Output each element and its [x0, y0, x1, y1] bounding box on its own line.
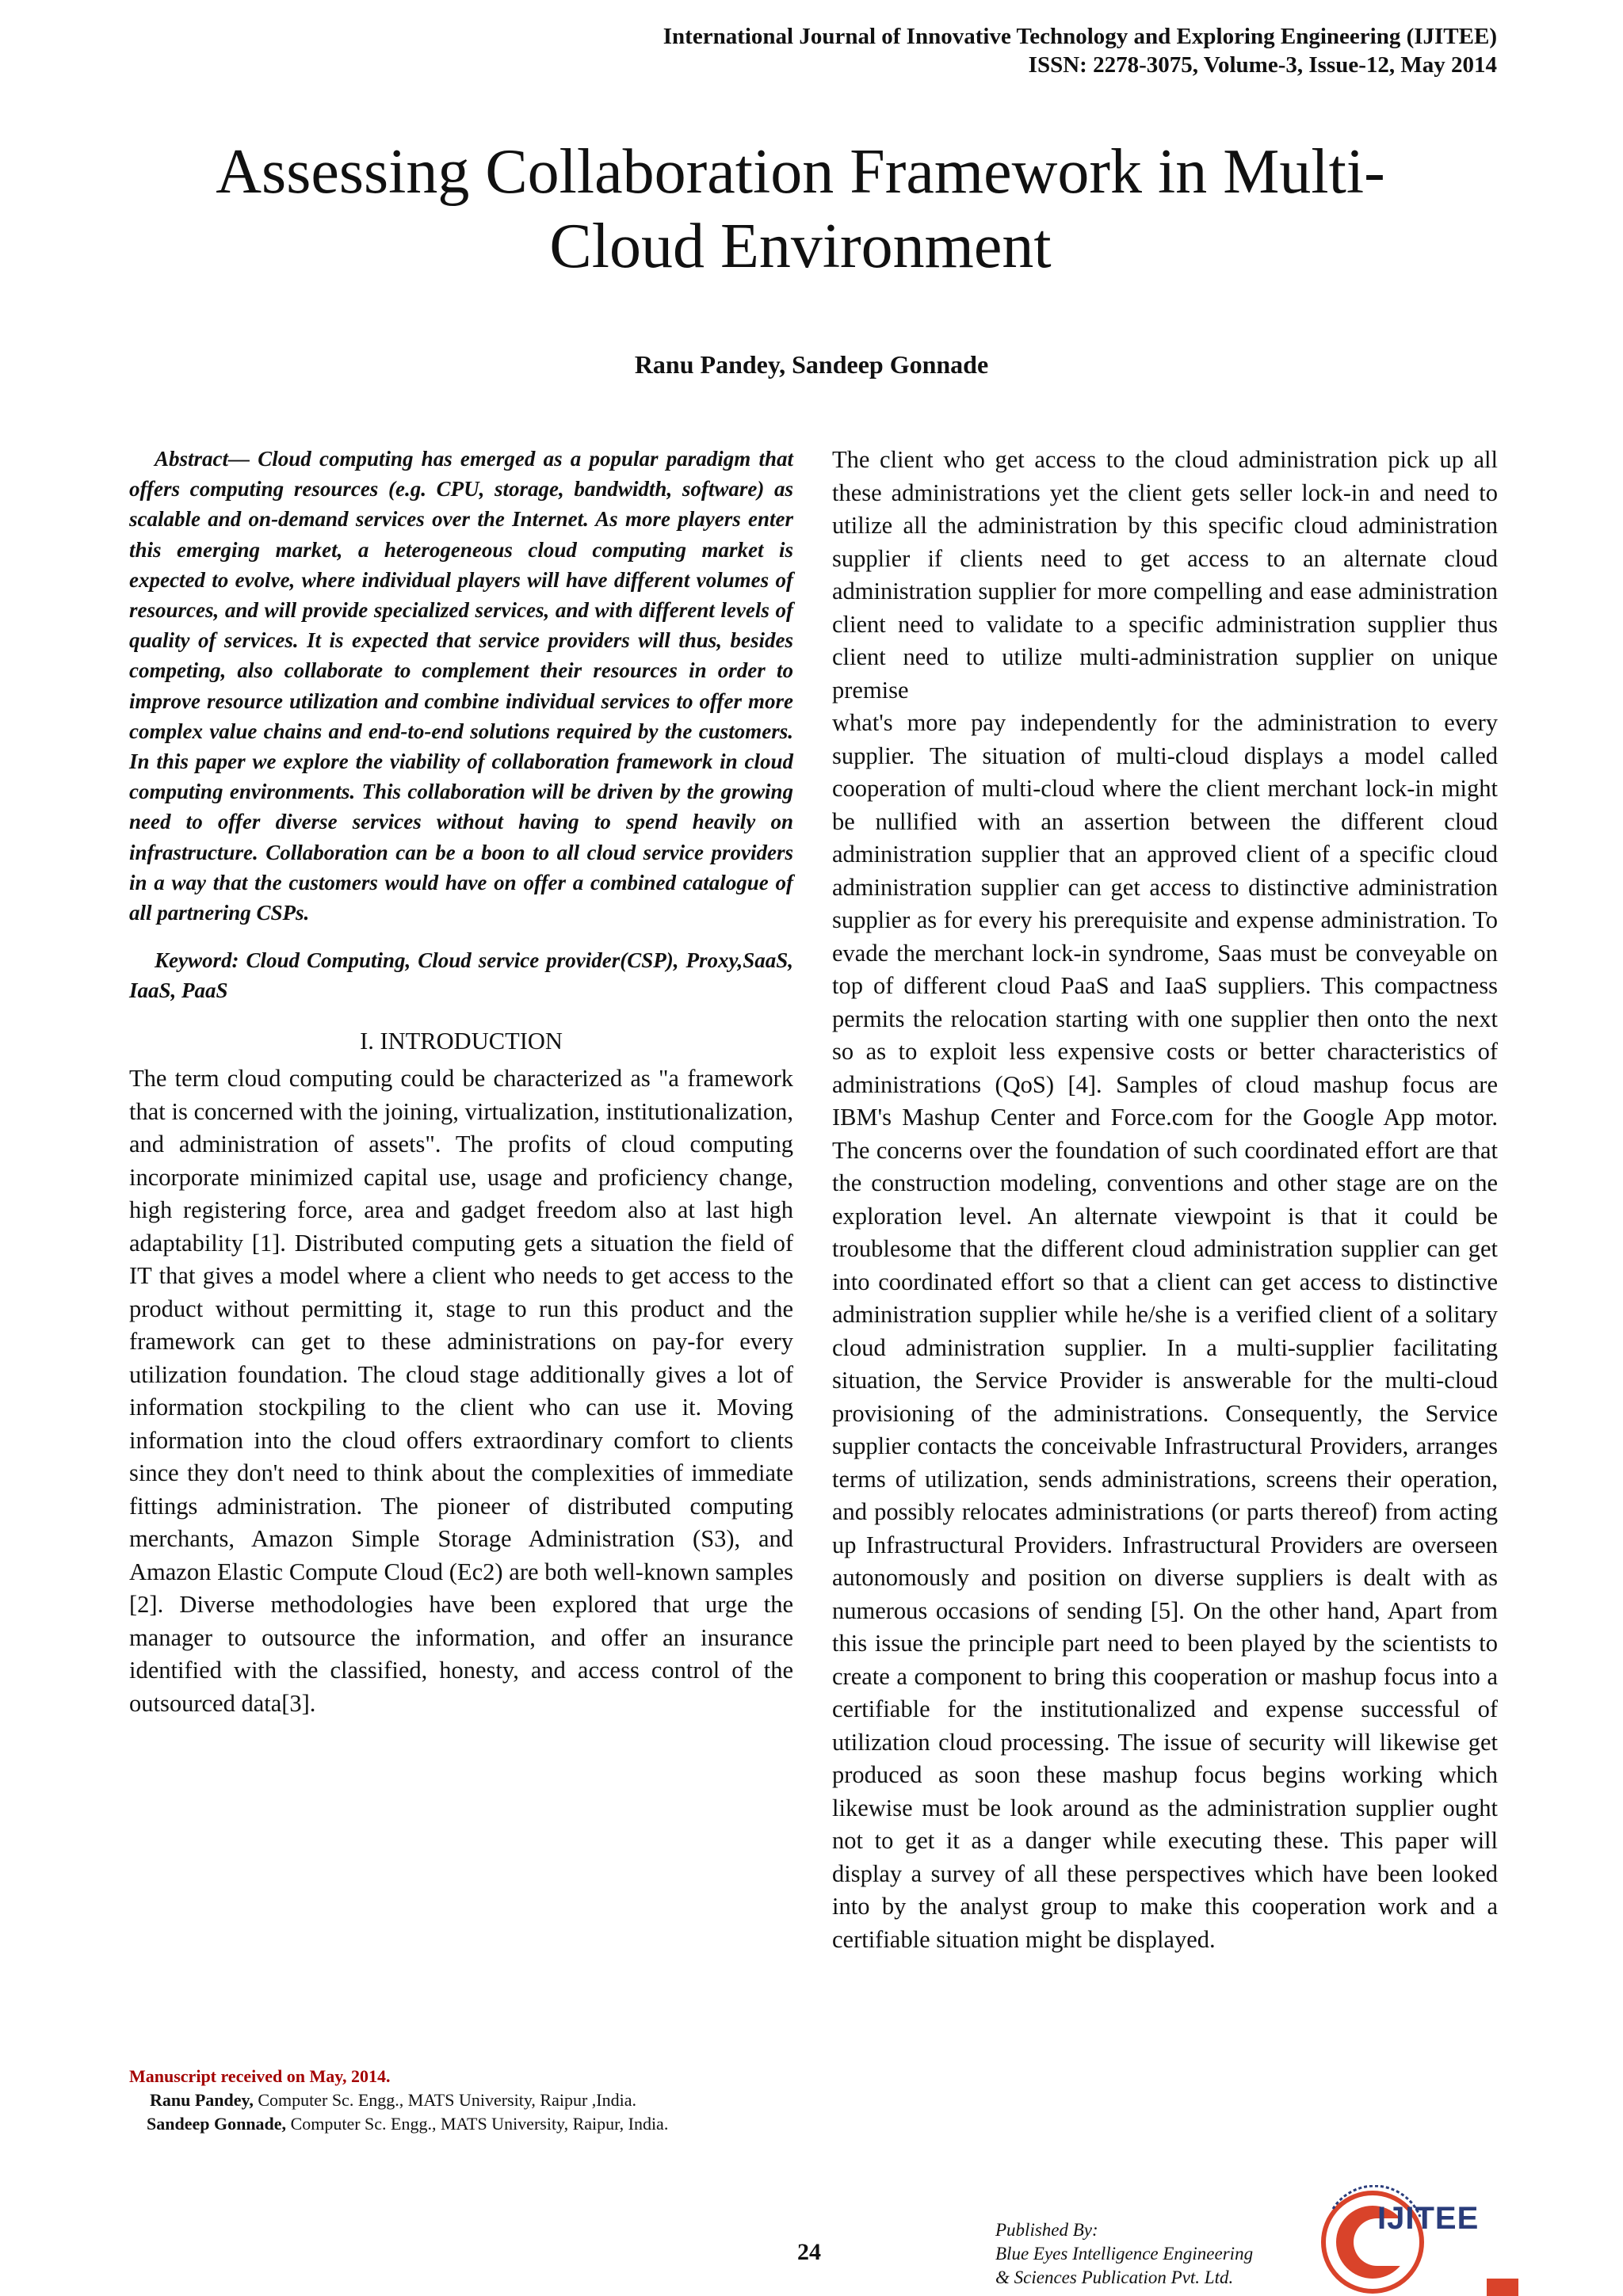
- author2-name: Sandeep Gonnade,: [147, 2114, 287, 2134]
- abstract: Abstract— Cloud computing has emerged as a popular paradigm that offers computing resources (e.g. CPU, storage, bandwidth, software) as scalable and on-demand services over the Internet. As more players enter this emerging market, a heterogeneous cloud computing market is expected to evolve, where individual players will have different volumes of resources, and will provide specialized services, and with different levels of quality of services. It is expected that service providers will thus, besides competing, also collaborate to complement their resources in order to improve resource utilization and combine individual services to offer more complex value chains and end-to-end solutions required by the customers. In this paper we explore the viability of collaboration framework in cloud computing environments. This collaboration will be driven by the growing need to offer diverse services without having to spend heavily on infrastructure. Collaboration can be a boon to all cloud service providers in a way that the customers would have on offer a combined catalogue of all partnering CSPs.: [129, 447, 793, 925]
- author-affiliation-2: [129, 2112, 793, 2136]
- publisher-line-1: Published By:: [995, 2220, 1098, 2240]
- journal-issn: ISSN: 2278-3075, Volume-3, Issue-12, May 2014: [1028, 52, 1497, 78]
- author-affiliation-1: [129, 2088, 793, 2112]
- manuscript-received: Manuscript received on May, 2014.: [129, 2066, 391, 2086]
- section-heading-introduction: I. INTRODUCTION: [360, 1027, 563, 1055]
- keywords: Keyword: Cloud Computing, Cloud service provider(CSP), Proxy,SaaS, IaaS, PaaS: [129, 948, 793, 1003]
- author1-name: Ranu Pandey,: [150, 2090, 254, 2110]
- left-column: [129, 444, 793, 1720]
- logo-text: IJITEE: [1377, 2201, 1480, 2236]
- publisher-block: [995, 2218, 1253, 2290]
- introduction-paragraph: The term cloud computing could be characterized as "a framework that is concerned with the joining, virtualization, institutionalization, and administration of assets". The profits of cloud computing incorporate minimized capital use, usage and proficiency change, high registering force, area and gadget freedom also at last high adaptability [1]. Distributed computing gets a situation the field of IT that gives a model where a client who needs to get access to the product without permitting it, stage to run this product and the framework can get to these administrations on pay-for every utilization foundation. The cloud stage additionally gives a lot of information stockpiling to the client who can use it. Moving information into the cloud offers extraordinary comfort to clients since they don't need to think about the complexities of immediate fittings administration. The pioneer of distributed computing merchants, Amazon Simple Storage Administration (S3), and Amazon Elastic Compute Cloud (Ec2) are both well-known samples [2]. Diverse methodologies have been explored that urge the manager to outsource the information, and offer an insurance identified with the classified, honesty, and access control of the outsourced data[3].: [129, 1065, 793, 1717]
- journal-name: International Journal of Innovative Technology and Exploring Engineering (IJITEE): [663, 24, 1497, 49]
- authors: Ranu Pandey, Sandeep Gonnade: [634, 350, 989, 379]
- page-number: 24: [797, 2239, 821, 2265]
- footnotes: [129, 2065, 793, 2136]
- publisher-line-3: & Sciences Publication Pvt. Ltd.: [995, 2267, 1234, 2287]
- journal-header: [663, 22, 1497, 79]
- paper-title: [95, 135, 1506, 284]
- author1-affiliation: Computer Sc. Engg., MATS University, Raipur ,India.: [258, 2090, 636, 2110]
- body-paragraph-2: what's more pay independently for the administration to every supplier. The situation of multi-cloud displays a model called cooperation of multi-cloud where the client merchant lock-in might be nullified with an assertion between the different cloud administration supplier that an approved client of a specific cloud administration supplier can get access to distinctive administration supplier as for every his prerequisite and expense administration. To evade the merchant lock-in syndrome, Saas must be conveyable on top of different cloud PaaS and IaaS suppliers. This compactness permits the relocation starting with one supplier then onto the next so as to exploit less expensive costs or better characteristics of administrations (QoS) [4]. Samples of cloud mashup focus are IBM's Mashup Center and Force.com for the Google App motor. The concerns over the foundation of such coordinated effort are that the construction modeling, conventions and other stage are on the exploration level. An alternate viewpoint is that it could be troublesome that the different cloud administration supplier can get into coordinated effort so that a client can get access to distinctive administration supplier while he/she is a verified client of a solitary cloud administration supplier. In a multi-supplier facilitating situation, the Service Provider is answerable for the multi-cloud provisioning of the administrations. Consequently, the Service supplier contacts the conceivable Infrastructural Providers, arranges terms of utilization, sends administrations, screens their operation, and possibly relocates administrations (or parts thereof) from acting up Infrastructural Providers. Infrastructural Providers are overseen autonomously and position on diverse suppliers is dealt with as numerous occasions of sending [5]. On the other hand, Apart from this issue the principle part need to been played by the scientists to create a component to bring this cooperation or mashup focus into a certifiable for the institutionalized and expense successful of utilization cloud processing. The issue of security will likewise get produced as soon these mashup focus begins working which likewise must be look around as the administration supplier ought not to get it as a danger while executing these. This paper will display a survey of all these perspectives which have been looked into by the analyst group to make this cooperation work and a certifiable situation might be displayed.: [832, 709, 1498, 1953]
- journal-logo: [1309, 2185, 1528, 2296]
- right-column: [832, 444, 1498, 1956]
- title-line-1: Assessing Collaboration Framework in Multi-: [216, 137, 1385, 207]
- title-line-2: Cloud Environment: [549, 212, 1052, 281]
- publisher-line-2: Blue Eyes Intelligence Engineering: [995, 2244, 1254, 2264]
- body-paragraph-1: The client who get access to the cloud administration pick up all these administrations yet the client gets seller lock-in and need to utilize all the administration by this specific cloud administration supplier if clients need to get access to an alternate cloud administration supplier for more compelling and ease administration client need to validate to a specific administration supplier thus client need to utilize multi-administration supplier on unique premise: [832, 446, 1498, 704]
- author2-affiliation: Computer Sc. Engg., MATS University, Raipur, India.: [290, 2114, 669, 2134]
